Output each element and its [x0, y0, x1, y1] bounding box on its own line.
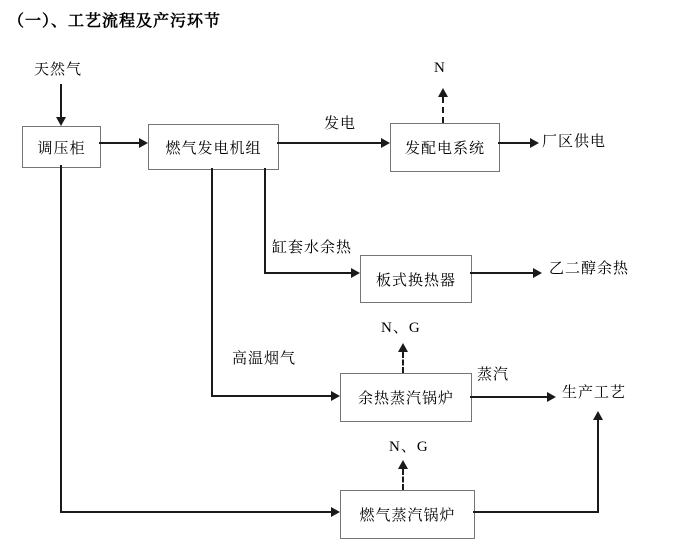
edge-flue-gas-vertical — [211, 168, 213, 397]
emission-edge-power-distribution-noise — [442, 97, 444, 123]
arrowhead-up-noise-gas-bottom — [398, 460, 408, 469]
node-label-natural-gas: 天然气 — [34, 62, 83, 78]
flow-label-high-temp-flue-gas: 高温烟气 — [232, 351, 297, 367]
edge-jacket-water-vertical — [264, 168, 266, 273]
arrowhead-into-production-process — [547, 392, 556, 402]
arrowhead-up-noise-top — [438, 88, 448, 97]
edge-gas-steam-boiler-horizontal — [473, 511, 599, 513]
node-label-plant-power: 厂区供电 — [542, 134, 607, 150]
edge-pressure-cabinet-down — [60, 165, 62, 513]
arrowhead-up-noise-gas-middle — [398, 343, 408, 352]
emission-edge-waste-heat-boiler — [402, 352, 404, 373]
arrowhead-up-into-production-process — [593, 411, 603, 420]
emission-label-noise-gas-bottom: N、G — [389, 439, 429, 455]
box-pressure-cabinet: 调压柜 — [22, 126, 101, 168]
emission-label-noise-top: N — [434, 60, 446, 76]
edge-flue-gas-horizontal — [211, 395, 331, 397]
arrowhead-down-into-pressure-cabinet — [56, 117, 66, 126]
flow-label-steam: 蒸汽 — [477, 367, 510, 383]
edge-power-distribution-to-plant-power — [498, 142, 530, 144]
arrowhead-into-gas-generator — [139, 138, 148, 148]
node-label-production-process: 生产工艺 — [562, 385, 627, 401]
edge-plate-heat-exchanger-to-glycol — [470, 272, 533, 274]
page-title: （一）、工艺流程及产污环节 — [8, 13, 222, 30]
edge-natural-gas-to-pressure-cabinet — [60, 84, 62, 118]
emission-label-noise-gas-middle: N、G — [381, 320, 421, 336]
arrowhead-into-glycol-waste-heat — [533, 268, 542, 278]
box-plate-heat-exchanger: 板式换热器 — [360, 255, 472, 303]
arrowhead-into-plate-heat-exchanger — [351, 268, 360, 278]
node-label-glycol-waste-heat: 乙二醇余热 — [549, 261, 630, 277]
box-gas-generator: 燃气发电机组 — [148, 124, 279, 170]
edge-pressure-cabinet-to-gas-generator — [99, 142, 139, 144]
arrowhead-into-plant-power — [530, 138, 539, 148]
arrowhead-into-waste-heat-boiler — [331, 391, 340, 401]
flow-label-jacket-water-waste-heat: 缸套水余热 — [272, 240, 353, 256]
edge-jacket-water-horizontal — [264, 272, 351, 274]
edge-gas-generator-to-power-distribution — [277, 142, 381, 144]
arrowhead-into-gas-steam-boiler — [331, 507, 340, 517]
box-waste-heat-boiler: 余热蒸汽锅炉 — [340, 373, 472, 422]
flow-label-power-generation: 发电 — [324, 116, 357, 132]
edge-gas-steam-boiler-vertical — [597, 420, 599, 513]
box-power-distribution: 发配电系统 — [390, 123, 500, 172]
edge-waste-heat-boiler-to-production — [470, 396, 547, 398]
box-gas-steam-boiler: 燃气蒸汽锅炉 — [340, 490, 475, 539]
emission-edge-gas-steam-boiler — [402, 469, 404, 490]
arrowhead-into-power-distribution — [381, 138, 390, 148]
edge-pressure-cabinet-to-gas-steam-boiler — [60, 511, 331, 513]
